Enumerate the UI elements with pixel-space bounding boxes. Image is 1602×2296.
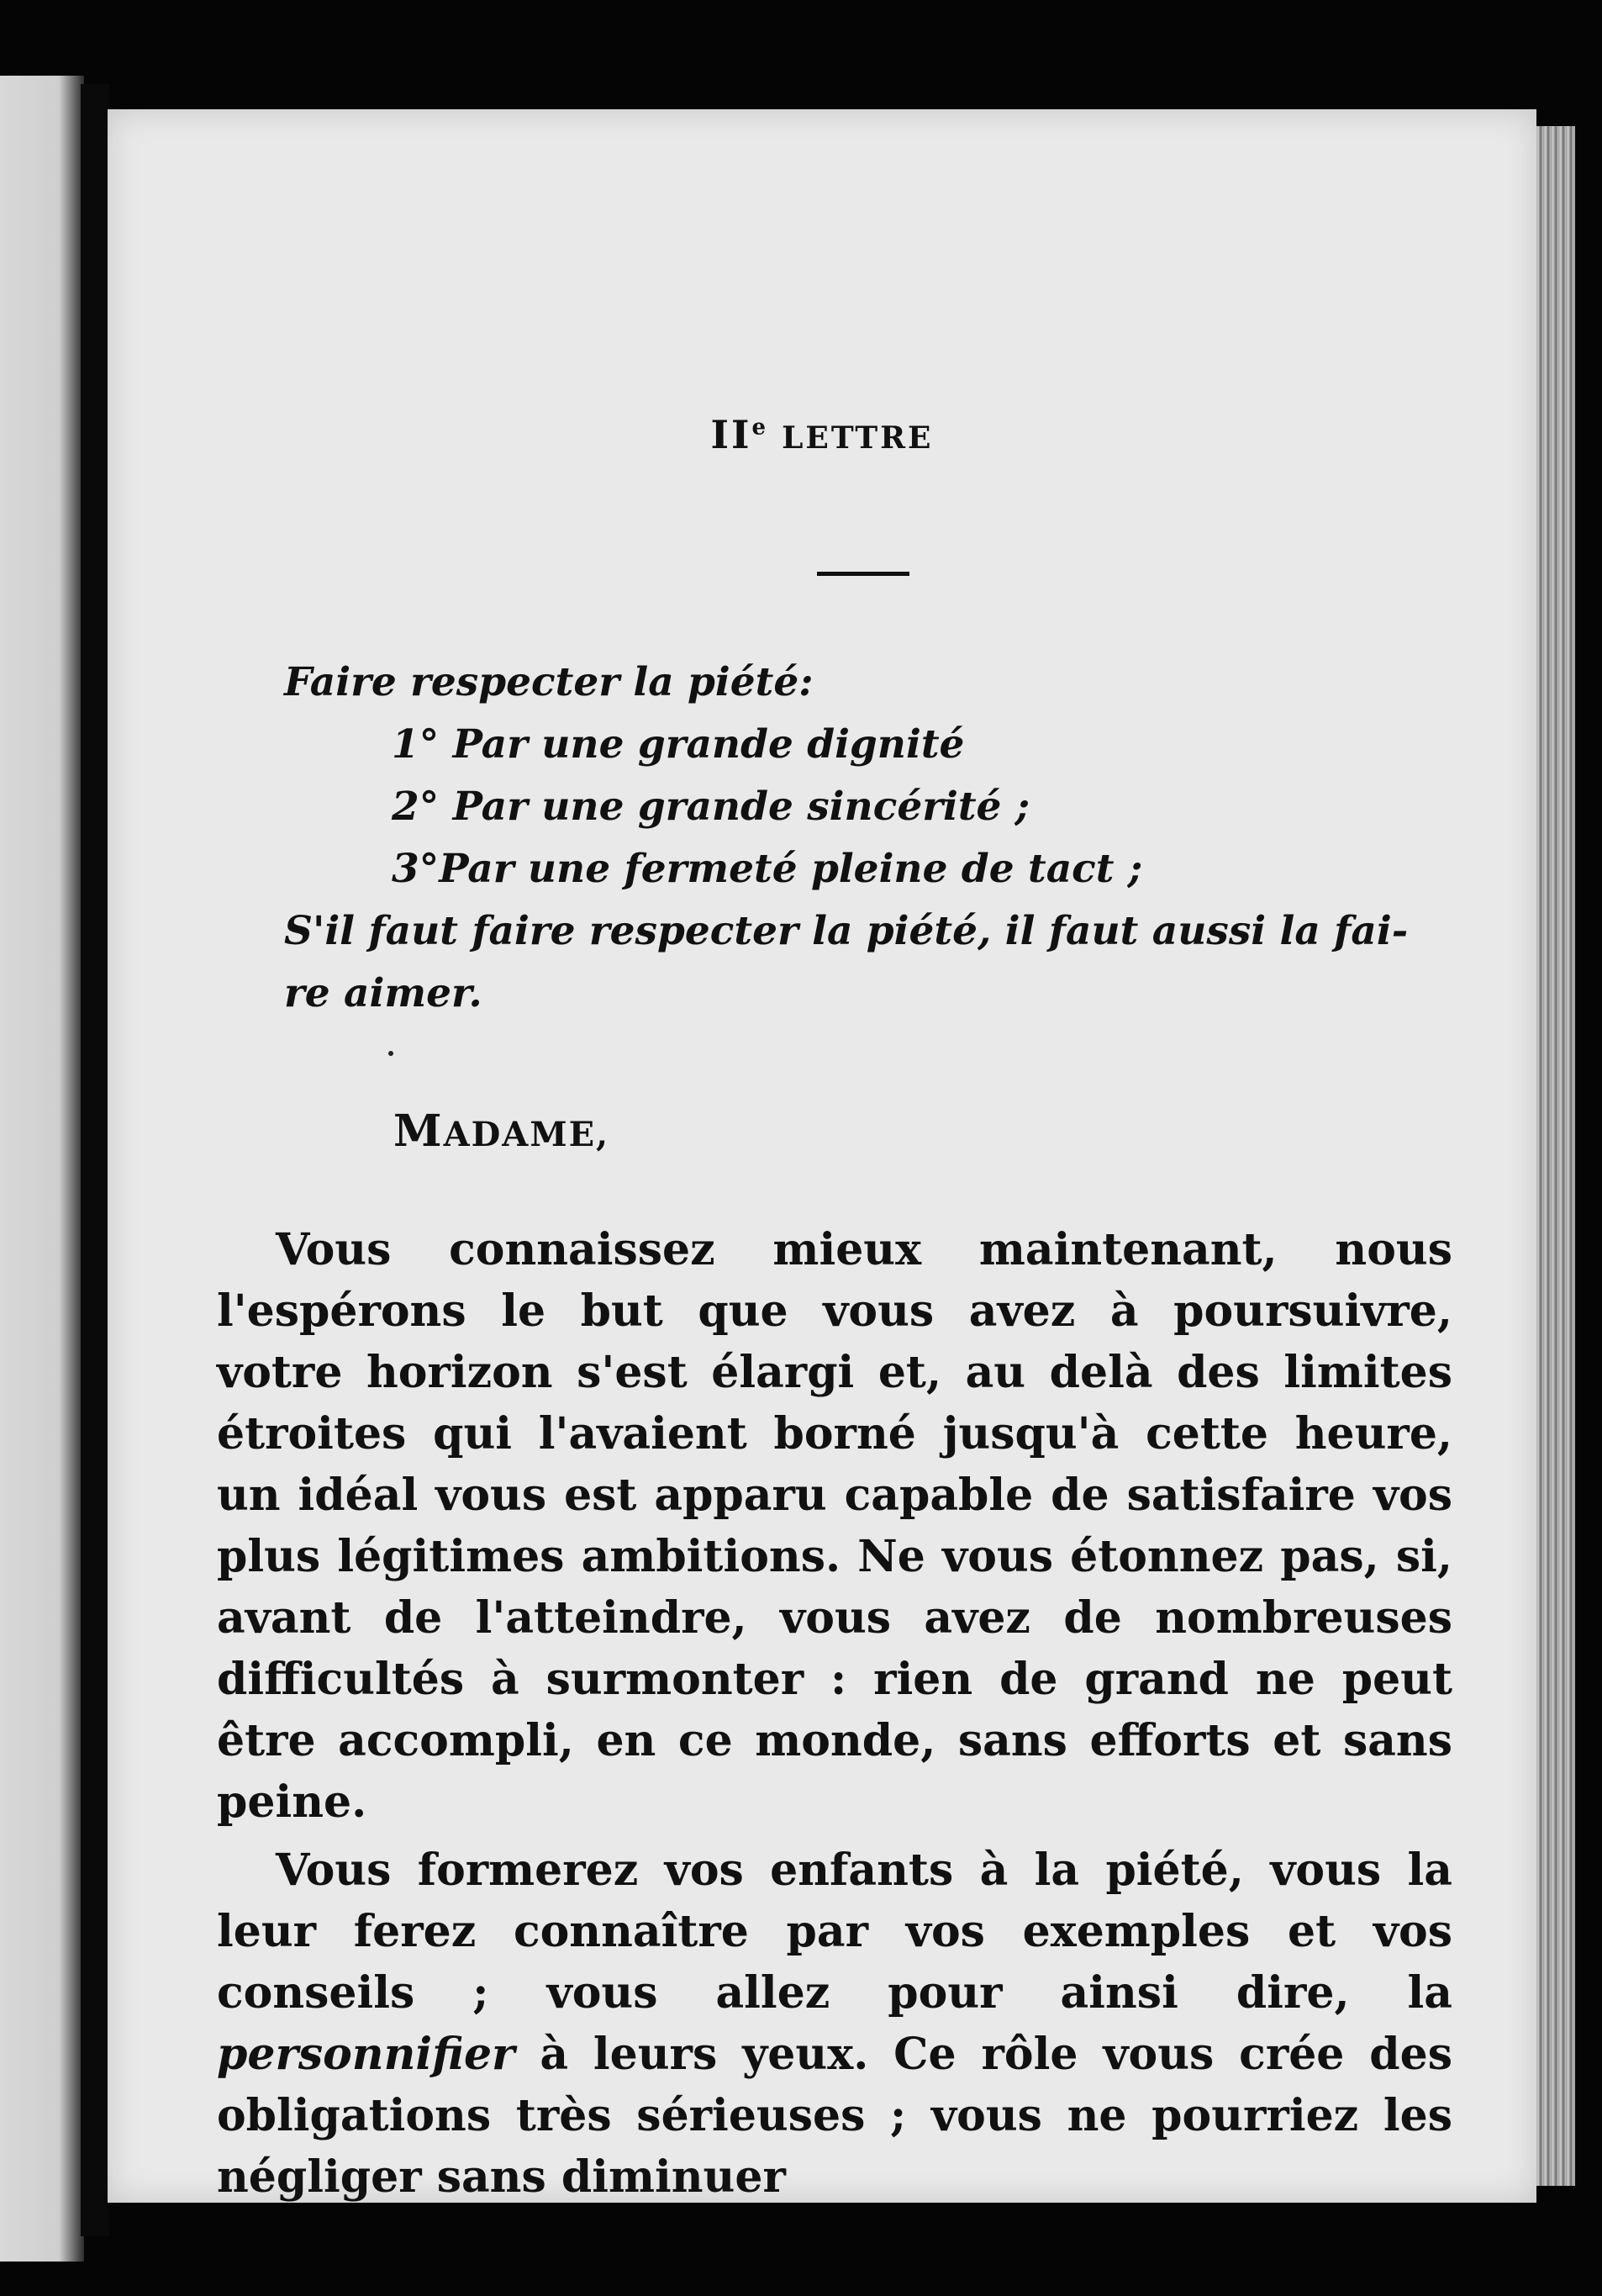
summary-line: S'il faut faire respecter la piété, il faut aussi la fai- xyxy=(284,908,1409,954)
body-paragraph: Vous connaissez mieux maintenant, nous l'espérons le but que vous avez à poursuivre, votre horizon s'est élargi et, au delà des limites étroites qui l'avaient borné jusqu'à cette heure, un idéal vous est apparu capable de satisfaire vos plus légitimes ambitions. Ne vous étonnez pas, si, avant de l'atteindre, vous avez de nombreuses difficultés à surmonter : rien de grand ne peut être accompli, en ce monde, sans efforts et sans peine. xyxy=(217,1224,1452,1828)
salutation-rest: ADAME, xyxy=(443,1115,610,1154)
heading-rule xyxy=(817,572,909,576)
letter-heading xyxy=(108,412,1536,457)
summary-line: 2° Par une grande sincérité ; xyxy=(392,784,1030,830)
page-text xyxy=(108,109,1536,2203)
heading-word: LETTRE xyxy=(782,420,934,456)
salutation xyxy=(393,1106,609,1157)
letter-body xyxy=(217,1219,1452,2214)
paragraph-text: à leurs yeux. Ce rôle vous crée des obligations très sérieuses ; vous ne pourriez les négliger sans diminuer xyxy=(217,2029,1452,2203)
book-spine xyxy=(81,84,109,2236)
salutation-initial: M xyxy=(393,1106,444,1157)
emphasized-word: personnifier xyxy=(217,2029,515,2080)
facing-page-edge xyxy=(0,76,84,2262)
letter-summary xyxy=(284,652,1545,1025)
summary-line: re aimer. xyxy=(284,970,482,1016)
body-paragraph xyxy=(217,1839,1452,2208)
ink-speck xyxy=(388,1051,393,1056)
heading-superscript: e xyxy=(751,414,767,441)
summary-line: 3°Par une fermeté pleine de tact ; xyxy=(392,846,1143,892)
summary-line: Faire respecter la piété: xyxy=(284,659,814,705)
heading-roman-numeral: II xyxy=(710,412,752,457)
paragraph-text: Vous formerez vos enfants à la piété, vous la leur ferez connaître par vos exemples et vos conseils ; vous allez pour ainsi dire, la xyxy=(217,1845,1452,2019)
book-page xyxy=(108,109,1536,2203)
summary-line: 1° Par une grande dignité xyxy=(392,721,965,768)
